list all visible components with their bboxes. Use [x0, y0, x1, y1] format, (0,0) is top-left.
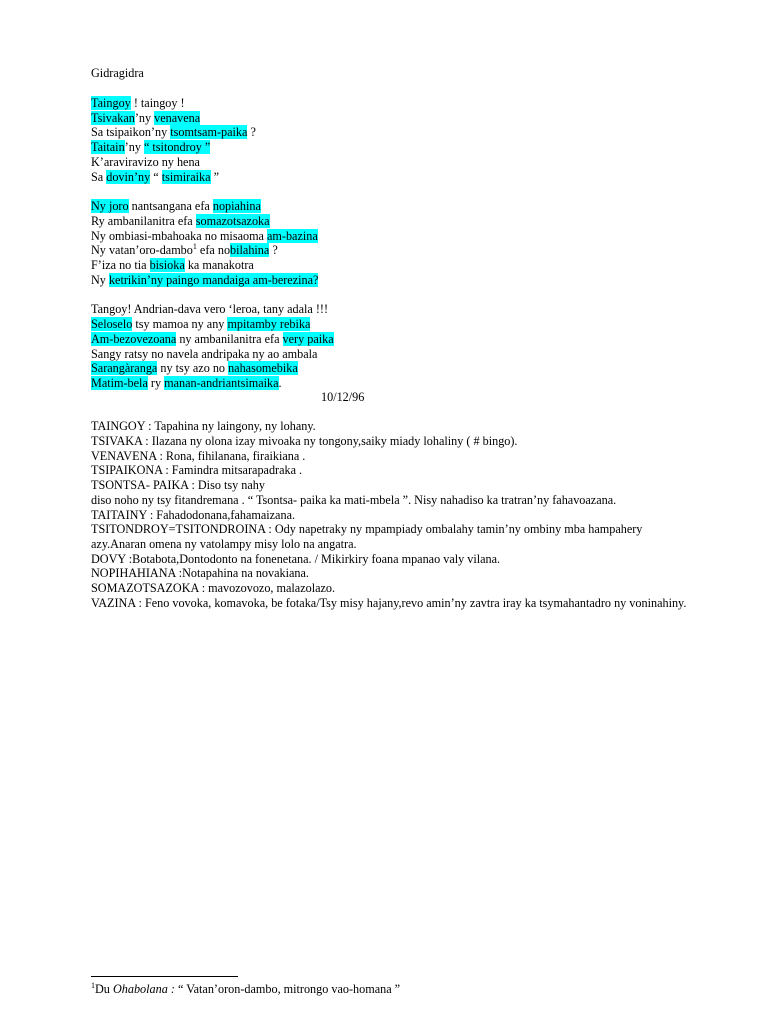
- line-text: ka manakotra: [184, 258, 254, 273]
- highlighted-word: manan-andriantsimaika: [164, 375, 279, 390]
- highlighted-word: Tsivakan: [91, 110, 135, 125]
- glossary-entry: TAITAINY : Fahadodonana,fahamaizana.: [91, 507, 296, 522]
- footnote-number: 1: [91, 980, 95, 990]
- glossary-entry: diso noho ny tsy fitandremana . “ Tsontsa- paika ka mati-mbela ”. Nisy nahadiso ka tratran’ny fahavoazana.: [91, 492, 617, 507]
- poem-line: [91, 140, 691, 155]
- poem-line: [91, 302, 691, 317]
- poem-date: 10/12/96: [321, 389, 365, 404]
- highlighted-word: nahasomebika: [228, 361, 298, 376]
- poem-line: [91, 347, 691, 362]
- document-title: Gidragidra: [91, 66, 144, 80]
- line-text: Ny vatan’oro-dambo: [91, 243, 193, 258]
- poem-line: [91, 199, 691, 214]
- line-text: K’araviravizo ny hena: [91, 154, 200, 169]
- footnote-source: Ohabolana :: [112, 982, 175, 996]
- footnote-divider: [91, 976, 238, 977]
- line-text: Ry ambanilanitra efa: [91, 213, 196, 228]
- glossary-entry: TSITONDROY=TSITONDROINA : Ody napetraky ny mpampiady ombalahy tamin’ny ombiny mba hampahery azy.Anaran omena ny vatolampy misy lolo na angatra.: [91, 522, 643, 551]
- poem-line: [91, 332, 691, 347]
- line-text: ?: [269, 243, 278, 258]
- line-text: .: [278, 375, 282, 390]
- line-text: ny ambanilanitra efa: [176, 331, 283, 346]
- glossary-entry: TSIVAKA : Ilazana ny olona izay mivoaka ny tongony,saiky miady lohaliny ( # bingo).: [91, 434, 518, 449]
- highlighted-word: mpitamby rebika: [227, 317, 311, 332]
- poem-line: [91, 170, 691, 185]
- poem-line: [91, 214, 691, 229]
- highlighted-word: bilahina: [230, 243, 270, 258]
- line-text: ’ny: [124, 140, 144, 155]
- footnote-lead: Du: [95, 982, 113, 996]
- line-text: efa no: [196, 243, 231, 258]
- highlighted-word: dovin’ny: [106, 169, 151, 184]
- highlighted-word: am-bazina: [267, 228, 318, 243]
- highlighted-word: bisioka: [149, 258, 185, 273]
- footnote-text: “ Vatan’oron-dambo, mitrongo vao-homana ”: [174, 982, 401, 996]
- poem-line: [91, 258, 691, 273]
- footnote-marker[interactable]: 1: [192, 242, 197, 252]
- glossary-entry: TSIPAIKONA : Famindra mitsarapadraka .: [91, 463, 303, 478]
- line-text: “: [150, 169, 162, 184]
- highlighted-word: Matim-bela: [91, 375, 148, 390]
- line-text: ’ny: [134, 110, 155, 125]
- highlighted-word: Taitain: [91, 140, 125, 155]
- highlighted-word: tsimiraika: [161, 169, 211, 184]
- glossary-entry: SOMAZOTSAZOKA : mavozovozo, malazolazo.: [91, 581, 336, 596]
- highlighted-word: very paika: [282, 331, 334, 346]
- line-text: ny tsy azo no: [157, 361, 229, 376]
- glossary-entry: TAINGOY : Tapahina ny laingony, ny lohany.: [91, 419, 316, 434]
- line-text: ”: [210, 169, 219, 184]
- poem-line: [91, 125, 691, 140]
- glossary-entry: VENAVENA : Rona, fihilanana, firaikiana .: [91, 448, 306, 463]
- line-text: ?: [247, 125, 256, 140]
- highlighted-word: Sarangàranga: [91, 361, 158, 376]
- highlighted-word: Seloselo: [91, 317, 133, 332]
- poem-line: [91, 317, 691, 332]
- highlighted-word: venavena: [154, 110, 201, 125]
- line-text: Ny ombiasi-mbahoaka no misaoma: [91, 228, 268, 243]
- highlighted-word: Am-bezovezoana: [91, 331, 177, 346]
- footnote: [91, 982, 400, 996]
- line-text: F’iza no tia: [91, 258, 150, 273]
- poem-line: [91, 229, 691, 244]
- line-text: Sa: [91, 169, 107, 184]
- line-text: Sangy ratsy no navela andripaka ny ao ambala: [91, 346, 318, 361]
- line-text: tsy mamoa ny any: [132, 317, 228, 332]
- highlighted-word: Ny joro: [91, 199, 129, 214]
- poem-line: [91, 96, 691, 111]
- highlighted-word: “ tsitondroy ”: [143, 140, 211, 155]
- line-text: ry: [147, 375, 165, 390]
- glossary-entry: DOVY :Botabota,Dontodonto na fonenetana. / Mikirkiry foana mpanao valy vilana.: [91, 551, 501, 566]
- line-text: Ny: [91, 272, 109, 287]
- line-text: nantsangana efa: [128, 199, 213, 214]
- poem-line: [91, 273, 691, 288]
- stanza-1: [91, 96, 691, 184]
- stanza-2: [91, 199, 691, 287]
- highlighted-word: Taingoy: [91, 96, 131, 110]
- glossary-entry: NOPIHAHIANA :Notapahina na novakiana.: [91, 566, 309, 581]
- highlighted-word: somazotsazoka: [195, 213, 270, 228]
- stanza-3: [91, 302, 691, 390]
- line-text: Tangoy! Andrian-dava vero ‘leroa, tany adala !!!: [91, 302, 329, 317]
- highlighted-word: nopiahina: [212, 199, 261, 214]
- highlighted-word: ketrikin’ny paingo mandaiga am-berezina?: [108, 272, 319, 287]
- poem-line: [91, 361, 691, 376]
- highlighted-word: tsomtsam-paika: [170, 125, 248, 140]
- poem-line: [91, 111, 691, 126]
- glossary: [91, 419, 691, 610]
- poem-line: [91, 243, 691, 258]
- line-text: Sa tsipaikon’ny: [91, 125, 171, 140]
- line-text: ! taingoy !: [130, 96, 185, 110]
- poem-line: [91, 155, 691, 170]
- document-body: [91, 66, 691, 611]
- poem-line: [91, 376, 691, 391]
- glossary-entry: VAZINA : Feno vovoka, komavoka, be fotaka/Tsy misy hajany,revo amin’ny zavtra iray ka tsymahantadro ny voninahiny.: [91, 595, 687, 610]
- glossary-entry: TSONTSA- PAIKA : Diso tsy nahy: [91, 478, 265, 493]
